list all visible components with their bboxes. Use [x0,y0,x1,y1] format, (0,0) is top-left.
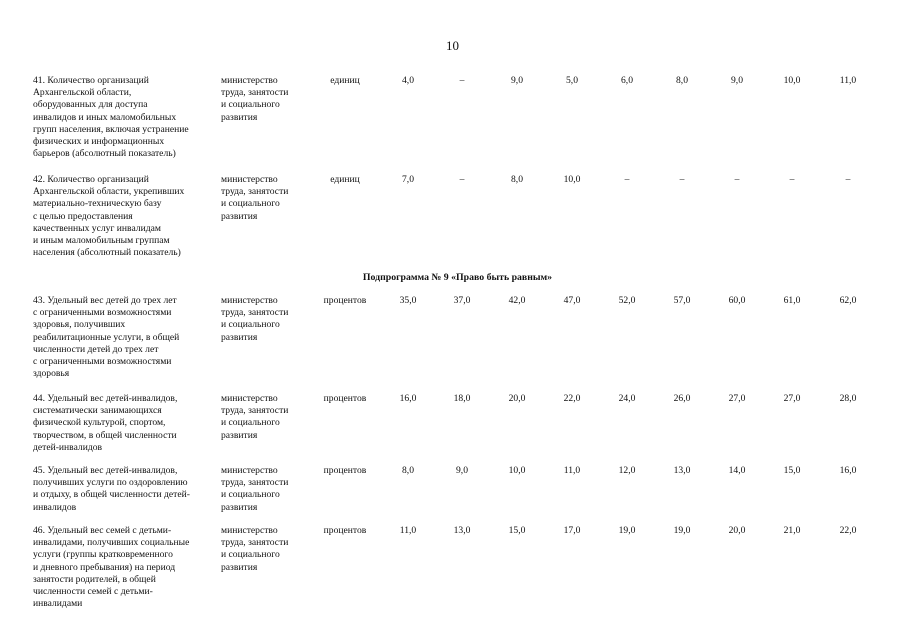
unit-of-measure: единиц [330,75,360,86]
indicator-name-line: услуги (группы кратковременного [33,549,173,561]
indicator-value: 16,0 [839,465,857,476]
indicator-value: 42,0 [508,295,526,306]
responsible-executor-line: развития [221,561,258,573]
indicator-name [33,75,213,160]
indicator-name-line: 43. Удельный вес детей до трех лет [33,295,177,306]
indicator-name-line: здоровья [33,368,70,380]
indicator-value: 28,0 [839,393,857,404]
indicator-value: 6,0 [621,75,633,86]
responsible-executor-line: труда, занятости [221,477,289,489]
indicator-name-line: барьеров (абсолютный показатель) [33,148,176,160]
indicator-value: 21,0 [783,525,801,536]
responsible-executor-line: министерство [221,174,278,185]
responsible-executor-line: министерство [221,465,278,476]
indicator-value: 37,0 [453,295,471,306]
indicator-value: 10,0 [508,465,526,476]
unit-of-measure: процентов [323,393,367,404]
indicator-name-line: с ограниченными возможностями [33,307,172,319]
indicator-value: – [789,174,795,185]
responsible-executor-line: министерство [221,393,278,404]
responsible-executor-line: министерство [221,525,278,536]
indicator-value: 16,0 [399,393,417,404]
indicator-value: 8,0 [676,75,688,86]
responsible-executor-line: и социального [221,489,280,501]
indicator-value: 35,0 [399,295,417,306]
indicator-value: 60,0 [728,295,746,306]
responsible-executor-line: развития [221,111,258,123]
indicator-name-line: творчеством, в общей численности [33,429,177,441]
indicator-value: 20,0 [508,393,526,404]
unit-of-measure: процентов [323,465,367,476]
indicator-name-line: Архангельской области, [33,87,132,99]
indicator-name [33,525,213,610]
indicator-name-line: групп населения, включая устранение [33,123,189,135]
indicator-name-line: 45. Удельный вес детей-инвалидов, [33,465,178,476]
indicator-value: 11,0 [839,75,857,86]
responsible-executor-line: развития [221,501,258,513]
responsible-executor [221,525,311,574]
indicator-value: 15,0 [783,465,801,476]
indicator-name-line: здоровья, получивших [33,319,126,331]
indicator-name [33,393,213,454]
indicator-value: 11,0 [563,465,581,476]
responsible-executor-line: и социального [221,319,280,331]
indicator-value: 13,0 [453,525,471,536]
indicator-value: 52,0 [618,295,636,306]
indicator-name-line: инвалидами, получивших социальные [33,537,190,549]
indicator-name-line: материально-техническую базу [33,198,162,210]
indicator-value: 27,0 [728,393,746,404]
indicator-name-line: 41. Количество организаций [33,75,149,86]
indicator-value: 7,0 [402,174,414,185]
indicator-name-line: занятости родителей, в общей [33,573,156,585]
indicator-name-line: инвалидов и иных маломобильных [33,111,177,123]
responsible-executor-line: труда, занятости [221,307,289,319]
responsible-executor-line: развития [221,210,258,222]
indicator-name-line: 42. Количество организаций [33,174,149,185]
indicator-name-line: инвалидов [33,501,77,513]
indicator-name-line: систематически занимающихся [33,405,162,417]
responsible-executor-line: и социального [221,417,280,429]
indicator-value: 13,0 [673,465,691,476]
indicator-value: 57,0 [673,295,691,306]
indicator-value: 47,0 [563,295,581,306]
responsible-executor-line: труда, занятости [221,405,289,417]
responsible-executor-line: труда, занятости [221,186,289,198]
indicator-value: 5,0 [566,75,578,86]
indicator-value: 22,0 [563,393,581,404]
indicator-value: 4,0 [402,75,414,86]
indicator-name-line: физических и информационных [33,136,165,148]
page-number: 10 [446,38,459,53]
indicator-value: 17,0 [563,525,581,536]
indicator-value: 15,0 [508,525,526,536]
indicator-name-line: численности детей до трех лет [33,343,159,355]
indicator-value: 9,0 [731,75,743,86]
indicator-value: – [734,174,740,185]
responsible-executor-line: труда, занятости [221,87,289,99]
indicator-value: 24,0 [618,393,636,404]
indicator-name-line: численности семей с детьми- [33,586,153,598]
unit-of-measure: единиц [330,174,360,185]
indicator-name-line: и иным маломобильным группам [33,235,170,247]
indicator-value: 22,0 [839,525,857,536]
indicator-value: 12,0 [618,465,636,476]
indicator-value: – [845,174,851,185]
indicator-name [33,174,213,259]
indicator-value: 19,0 [673,525,691,536]
indicator-value: 61,0 [783,295,801,306]
indicator-name-line: и дневного пребывания) на период [33,561,176,573]
responsible-executor [221,393,311,442]
responsible-executor-line: и социального [221,198,280,210]
indicator-value: 62,0 [839,295,857,306]
subprogram-heading: Подпрограмма № 9 «Право быть равным» [362,272,553,283]
indicator-value: – [459,75,465,86]
indicator-value: 26,0 [673,393,691,404]
responsible-executor [221,465,311,514]
indicator-value: 20,0 [728,525,746,536]
indicator-value: – [624,174,630,185]
indicator-value: 27,0 [783,393,801,404]
indicator-value: 19,0 [618,525,636,536]
unit-of-measure: процентов [323,295,367,306]
responsible-executor-line: и социального [221,549,280,561]
responsible-executor [221,75,311,124]
responsible-executor-line: министерство [221,75,278,86]
responsible-executor-line: и социального [221,99,280,111]
indicator-value: 11,0 [399,525,417,536]
indicator-name-line: получивших услуги по оздоровлению [33,477,188,489]
responsible-executor-line: труда, занятости [221,537,289,549]
indicator-name-line: населения (абсолютный показатель) [33,247,181,259]
indicator-name-line: детей-инвалидов [33,441,103,453]
responsible-executor-line: министерство [221,295,278,306]
indicator-value: 8,0 [402,465,414,476]
indicator-name-line: качественных услуг инвалидам [33,222,161,234]
responsible-executor [221,295,311,344]
indicator-name-line: оборудованных для доступа [33,99,148,111]
indicator-value: 10,0 [563,174,581,185]
indicator-name-line: Архангельской области, укрепивших [33,186,185,198]
responsible-executor-line: развития [221,331,258,343]
responsible-executor [221,174,311,223]
indicator-value: – [679,174,685,185]
indicator-name-line: 46. Удельный вес семей с детьми- [33,525,172,536]
indicator-name-line: физической культурой, спортом, [33,417,166,429]
indicator-value: – [459,174,465,185]
indicator-value: 14,0 [728,465,746,476]
indicator-name [33,295,213,380]
indicator-value: 8,0 [511,174,523,185]
indicator-value: 9,0 [456,465,468,476]
indicator-name-line: инвалидами [33,598,83,610]
unit-of-measure: процентов [323,525,367,536]
indicator-name-line: с ограниченными возможностями [33,356,172,368]
indicator-name-line: 44. Удельный вес детей-инвалидов, [33,393,178,404]
indicator-value: 10,0 [783,75,801,86]
indicator-name-line: с целью предоставления [33,210,133,222]
indicator-name-line: реабилитационные услуги, в общей [33,331,180,343]
indicator-value: 9,0 [511,75,523,86]
indicator-value: 18,0 [453,393,471,404]
responsible-executor-line: развития [221,429,258,441]
indicator-name [33,465,213,514]
indicator-name-line: и отдыху, в общей численности детей- [33,489,190,501]
